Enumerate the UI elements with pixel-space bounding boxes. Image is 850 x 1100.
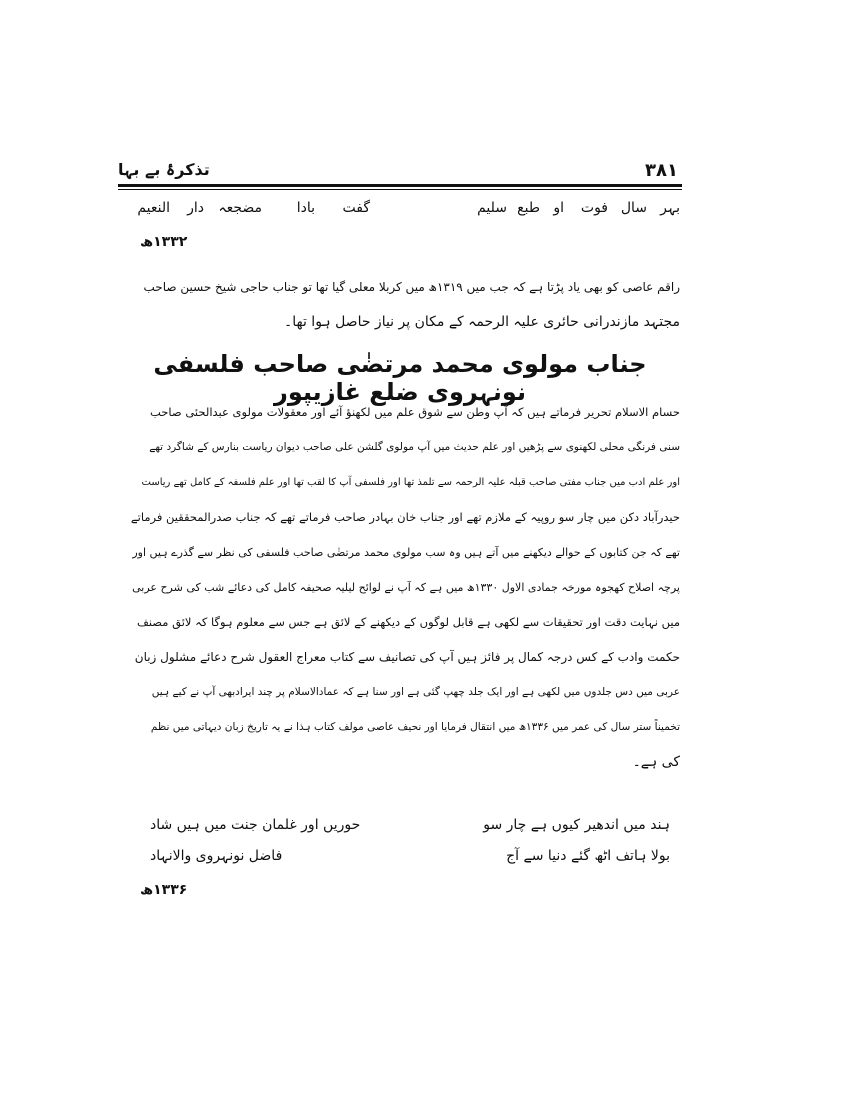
intro-paragraph: [128, 270, 680, 340]
poem-word: فوت: [580, 200, 608, 216]
paragraph-line: تھے کہ جن کتابوں کے حوالے دیکھنے میں آتے ہیں وہ سب مولوی محمد مرتضٰی صاحب فلسفی کی نظر سے گذرے ہیں اور: [132, 546, 680, 559]
chronogram-date: ۱۳۳۲ھ: [140, 234, 188, 250]
paragraph-line: عربی میں دس جلدوں میں لکھی ہے اور ایک جلد چھپ گئی ہے اور سنا ہے کہ عمادالاسلام پر چند ایرادبھی آپ نے کیے ہیں: [151, 686, 680, 698]
closing-poem-verse: [150, 817, 670, 843]
running-title: تذکرۂ بے بہا: [118, 160, 210, 179]
poem-word: سلیم: [477, 200, 507, 216]
paragraph-line: مجتہد مازندرانی حائری علیہ الرحمہ کے مکان پر نیاز حاصل ہوا تھا۔: [284, 314, 680, 330]
section-heading: جناب مولوی محمد مرتضٰی صاحب فلسفی نونہروی ضلع غازیپور: [153, 350, 647, 406]
poem-word: مضجعہ: [218, 200, 262, 216]
paragraph-line: سنی فرنگی محلی لکھنوی سے پڑھیں اور علم حدیث میں آپ مولوی گلشن علی صاحب دیوان ریاست بنارس کے شاگرد تھے: [149, 441, 680, 453]
poem-word: طبع: [517, 200, 540, 216]
page-number: ۳۸۱: [645, 160, 678, 181]
paragraph-line: راقم عاصی کو بھی یاد پڑتا ہے کہ جب میں ۱۳۱۹ھ میں کربلا معلی گیا تھا تو جناب حاجی شیخ حسین صاحب: [143, 280, 680, 294]
poem-word: او: [553, 200, 564, 216]
paragraph-line: حکمت وادب کے کس درجہ کمال پر فائز ہیں آپ کی تصانیف سے کتاب معراج العقول شرح دعائے مشلول زبان: [134, 650, 680, 664]
verse-hemistich-right: بولا ہاتف اٹھ گئے دنیا سے آج: [506, 848, 670, 864]
paragraph-line: حسام الاسلام تحریر فرماتے ہیں کہ آپ وطن سے شوق علم میں لکھنؤ آئے اور معقولات مولوی عبدالحئی صاحب: [150, 405, 680, 419]
paragraph-line: حیدرآباد دکن میں چار سو روپیہ کے ملازم تھے اور جناب خان بہادر صاحب فرماتے تھے کہ جناب صدرالمحققین فرماتے: [130, 510, 680, 524]
verse-hemistich-left: حوریں اور غلمان جنت میں ہیں شاد: [150, 817, 361, 833]
closing-date: ۱۳۳۶ھ: [140, 882, 188, 898]
paragraph-line: اور علم ادب میں جناب مفتی صاحب قبلہ علیہ الرحمہ سے تلمذ تھا اور فلسفی آپ کا لقب تھا اور علم فلسفہ کے کامل تھے ریاست: [141, 477, 680, 488]
poem-word: بادا: [296, 200, 315, 216]
verse-hemistich-right: ہند میں اندھیر کیوں ہے چار سو: [483, 817, 670, 833]
poem-word: گفت: [342, 200, 370, 216]
poem-word: سال: [620, 200, 647, 216]
page-header: [118, 160, 680, 182]
paragraph-line: کی ہے۔: [632, 754, 680, 770]
paragraph-line: میں نہایت دقت اور تحقیقات سے لکھی ہے قابل لوگوں کے دیکھنے کے لائق ہے جس سے معلوم ہوگا کہ لائق مصنف: [136, 615, 680, 629]
paragraph-line: پرچہ اصلاح کھجوہ مورخہ جمادی الاول ۱۳۳۰ھ میں ہے کہ آپ نے لوائح لیلیہ صحیفہ کامل کی دعائے شب کی شرح عربی: [132, 581, 680, 594]
paragraph-line: تخمیناً ستر سال کی عمر میں ۱۳۳۶ھ میں انتقال فرمایا اور نحیف عاصی مولف کتاب ہذا نے یہ تاریخ زبان دیہاتی میں نظم: [150, 721, 680, 733]
header-rule-thin: [118, 189, 682, 190]
header-rule-thick: [118, 184, 682, 187]
biography-paragraph: [128, 395, 680, 780]
poem-word: النعیم: [137, 200, 170, 216]
chronogram-poem-line: [135, 200, 680, 226]
poem-word: بہر: [660, 200, 680, 216]
closing-poem-verse: [150, 848, 670, 874]
verse-hemistich-left: فاضل نونہروی والانہاد: [150, 848, 283, 864]
poem-word: دار: [187, 200, 204, 216]
